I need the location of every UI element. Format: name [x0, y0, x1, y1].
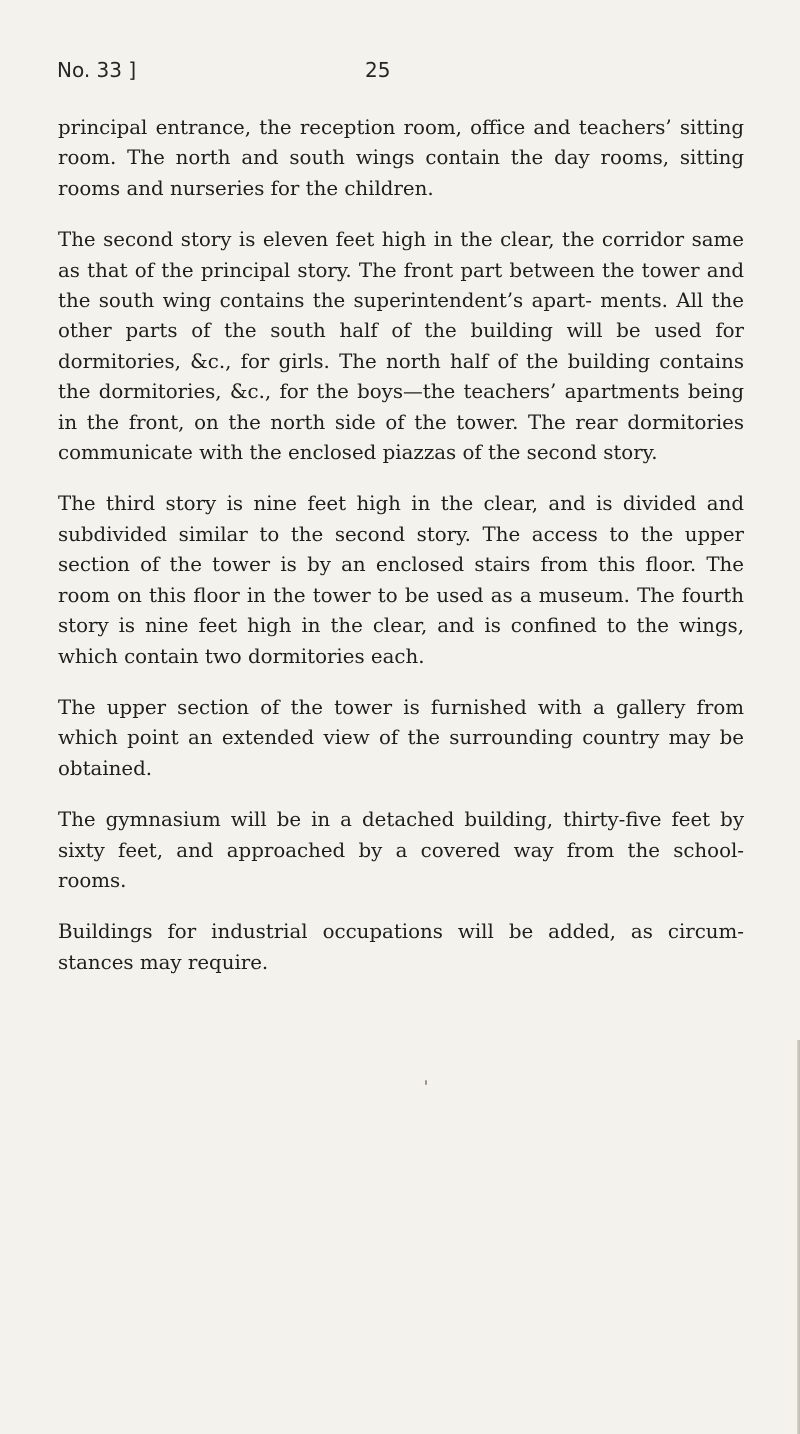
paragraph-3: The third story is nine feet high in the clear, and is divided and subdivided similar to the second story. The access to the upper section of the tower is by an enclosed stairs from this floor. The room on this floor in the tower to be used as a museum. The fourth story is nine feet high in the clear, and is confined to the wings, which contain two dormitories each. [58, 492, 744, 668]
body-text [58, 113, 744, 999]
page-number: 25 [365, 58, 391, 82]
paper-speck [425, 1080, 427, 1085]
page-header [57, 58, 743, 88]
document-number: No. 33 ] [57, 58, 137, 82]
paragraph-1: principal entrance, the reception room, office and teachers’ sitting room. The north and south wings contain the day rooms, sitting rooms and nurseries for the children. [58, 116, 744, 200]
paragraph-2: The second story is eleven feet high in the clear, the corridor same as that of the principal story. The front part between the tower and the south wing contains the superintendent’s apart- ments. All the other parts of the south half of the building will be used for dormitories, &c., for girls. The north half of the building contains the dormitories, &c., for the boys—the teachers’ apartments being in the front, on the north side of the tower. The rear dormitories communicate with the enclosed piazzas of the second story. [58, 228, 744, 465]
paragraph-5: The gymnasium will be in a detached building, thirty-five feet by sixty feet, and approached by a covered way from the school- rooms. [58, 808, 744, 892]
paragraph-4: The upper section of the tower is furnished with a gallery from which point an extended view of the surrounding country may be obtained. [58, 695, 744, 780]
paragraph-6: Buildings for industrial occupations will be added, as circum- stances may require. [58, 920, 744, 974]
